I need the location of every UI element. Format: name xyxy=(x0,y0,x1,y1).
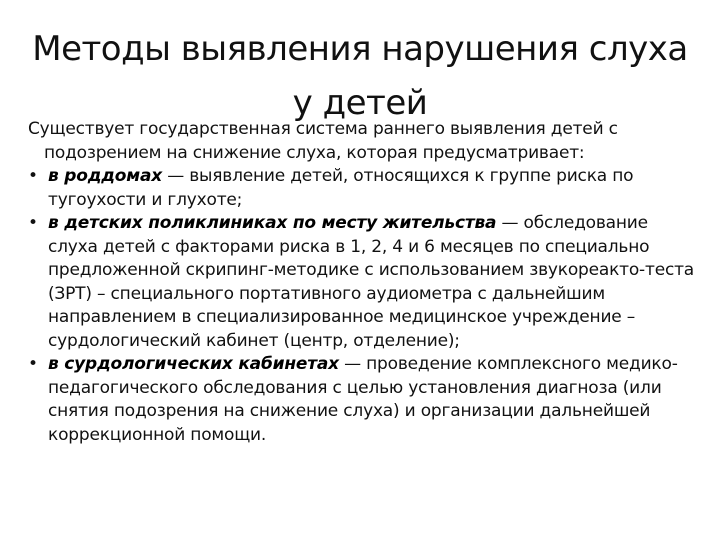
list-item-text: — обследование слуха детей с факторами риска в 1, 2, 4 и 6 месяцев по специально предложенной скрипинг-методике с использованием звукореакто-теста (ЗРТ) – специального портативного аудиометра с дальнейшим направлением в специализированное медицинское учреждение – сурдологический кабинет (центр, отделение); xyxy=(48,213,695,351)
slide-body xyxy=(28,118,696,447)
slide-title-line-1: Методы выявления нарушения слуха xyxy=(32,29,688,69)
list-item xyxy=(28,212,696,353)
bullet-list xyxy=(28,165,696,447)
bullet-icon: • xyxy=(28,354,38,374)
bullet-icon: • xyxy=(28,166,38,186)
list-item-term: в сурдологических кабинетах xyxy=(48,354,339,374)
bullet-icon: • xyxy=(28,213,38,233)
slide-title xyxy=(20,22,700,130)
list-item-term: в роддомах xyxy=(48,166,162,186)
list-item-term: в детских поликлиниках по месту жительства xyxy=(48,213,497,233)
list-item-text: — выявление детей, относящихся к группе риска по тугоухости и глухоте; xyxy=(48,166,634,210)
list-item-text: — проведение комплексного медико-педагогического обследования с целью установления диагноза (или снятия подозрения на снижение слуха) и организации дальнейшей коррекционной помощи. xyxy=(48,354,678,445)
list-item xyxy=(28,353,696,447)
intro-paragraph: Существует государственная система раннего выявления детей с подозрением на снижение слуха, которая предусматривает: xyxy=(28,119,618,163)
list-item xyxy=(28,165,696,212)
slide-title-line-2: у детей xyxy=(292,83,428,123)
